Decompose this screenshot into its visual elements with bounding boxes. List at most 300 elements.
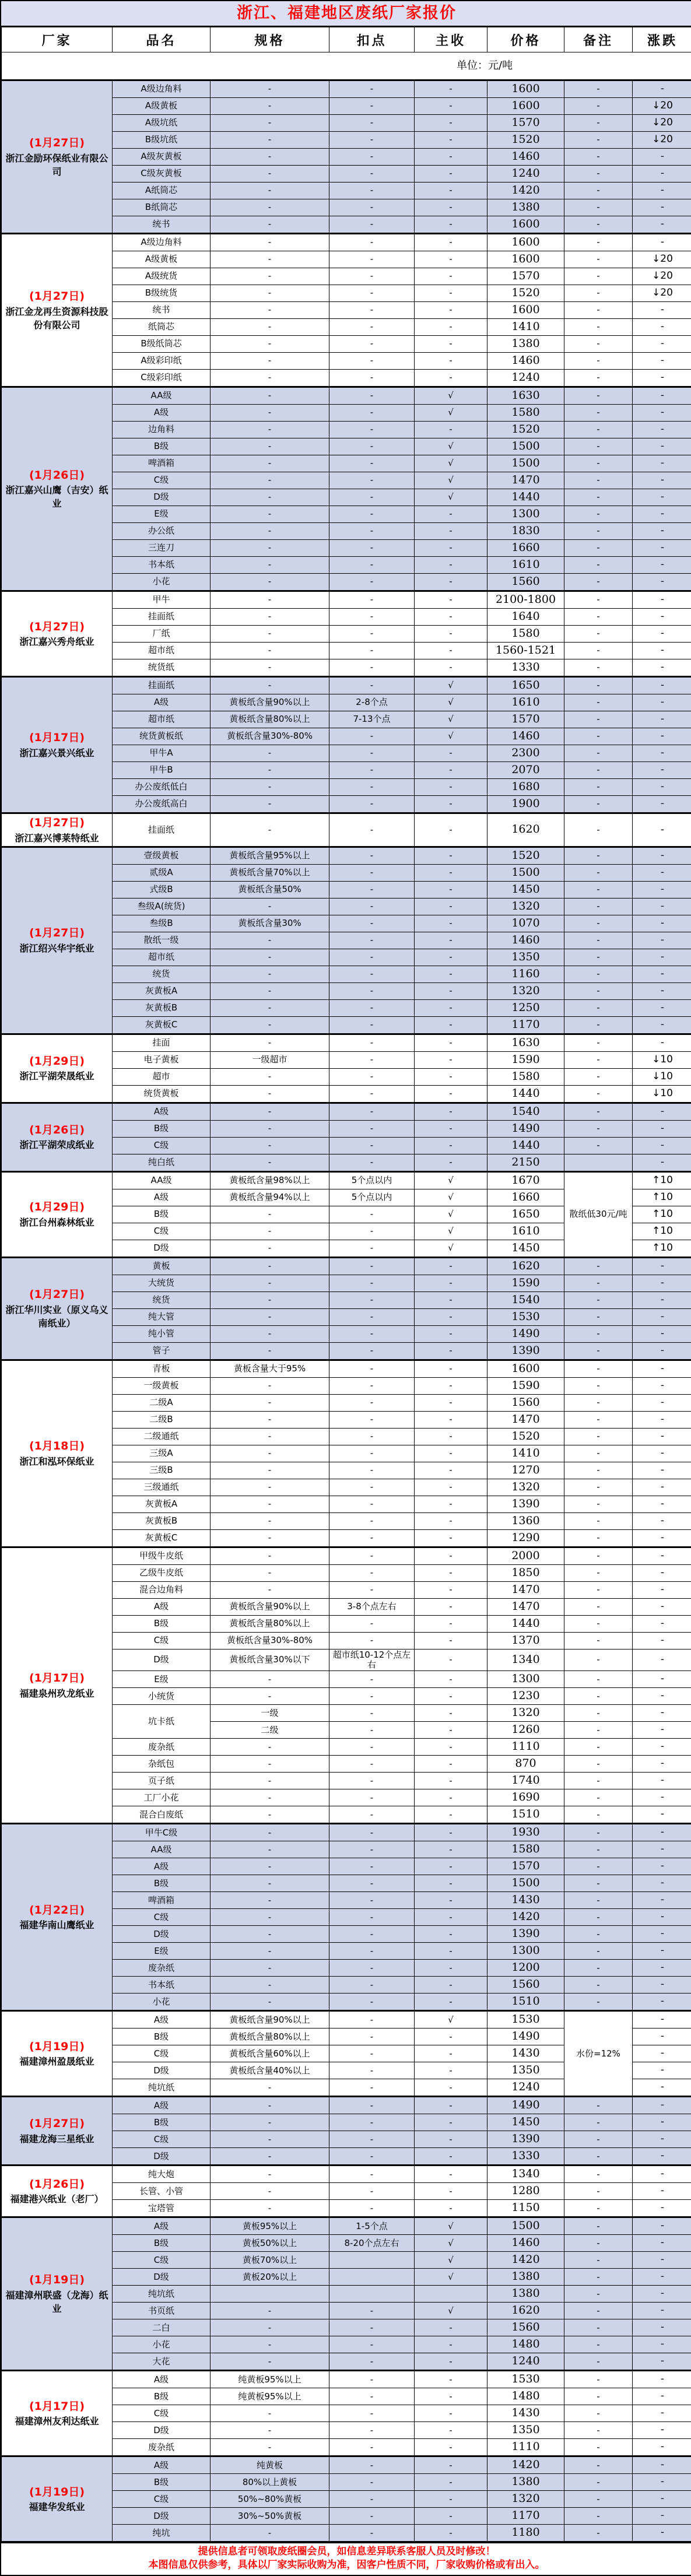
main-collect-cell: - [415, 1841, 487, 1858]
main-collect-cell: - [415, 1943, 487, 1960]
change-cell: - [633, 1960, 691, 1977]
note-cell: - [564, 489, 633, 506]
spec-cell: - [211, 422, 329, 438]
spec-cell: - [211, 1926, 329, 1943]
note-cell [564, 1154, 633, 1171]
spec-cell: - [211, 319, 329, 336]
unit-note: 单位：元/吨 [2, 52, 691, 80]
main-collect-cell: √ [415, 1171, 487, 1189]
product-cell: B级统货 [113, 285, 211, 302]
change-cell: - [633, 370, 691, 387]
price-cell: 1690 [487, 1789, 564, 1806]
factory-date: (1月27日) [4, 135, 110, 152]
deduction-cell: - [329, 1632, 415, 1649]
note-cell: - [564, 1824, 633, 1841]
product-cell: 二级通纸 [113, 1428, 211, 1445]
main-collect-cell: - [415, 1824, 487, 1841]
deduction-cell: - [329, 966, 415, 982]
main-collect-cell: - [415, 1773, 487, 1789]
note-cell: 水份=12% [564, 2011, 633, 2097]
deduction-cell: - [329, 1360, 415, 1377]
deduction-cell: - [329, 80, 415, 98]
factory-date: (1月26日) [4, 468, 110, 484]
deduction-cell: - [329, 1926, 415, 1943]
deduction-cell: - [329, 1875, 415, 1892]
main-collect-cell: - [415, 1103, 487, 1120]
change-cell: - [633, 1841, 691, 1858]
spec-cell: - [211, 557, 329, 574]
main-collect-cell: - [415, 1649, 487, 1671]
price-cell: 1520 [487, 285, 564, 302]
deduction-cell: - [329, 1257, 415, 1275]
change-cell: - [633, 864, 691, 881]
price-cell: 1600 [487, 302, 564, 319]
factory-date: (1月27日) [4, 815, 110, 831]
spec-cell: - [211, 2097, 329, 2114]
main-collect-cell: √ [415, 387, 487, 405]
factory-date: (1月22日) [4, 1903, 110, 1919]
change-cell: - [633, 1360, 691, 1377]
price-cell: 1380 [487, 2474, 564, 2491]
change-cell: - [633, 1529, 691, 1547]
price-cell: 1390 [487, 2131, 564, 2148]
factory-name: 福建龙海三星纸业 [4, 2132, 110, 2146]
factory-date: (1月27日) [4, 289, 110, 305]
main-collect-cell: - [415, 353, 487, 370]
change-cell: - [633, 2439, 691, 2456]
price-cell: 1520 [487, 847, 564, 864]
deduction-cell: - [329, 1858, 415, 1875]
change-cell: - [633, 1892, 691, 1909]
product-cell: 书本纸 [113, 1977, 211, 1994]
main-collect-cell: - [415, 2491, 487, 2508]
note-cell: - [564, 540, 633, 557]
note-cell: - [564, 864, 633, 881]
change-cell: - [633, 1909, 691, 1926]
change-cell: - [633, 1926, 691, 1943]
change-cell: ↓20 [633, 268, 691, 285]
factory-date: (1月17日) [4, 730, 110, 746]
price-cell: 1600 [487, 251, 564, 268]
main-collect-cell: √ [415, 472, 487, 489]
deduction-cell: - [329, 1671, 415, 1688]
deduction-cell: - [329, 455, 415, 472]
product-cell: C级彩印纸 [113, 370, 211, 387]
price-cell: 1170 [487, 1016, 564, 1034]
price-cell: 1600 [487, 80, 564, 98]
factory-cell [2, 234, 113, 387]
factory-date: (1月18日) [4, 1438, 110, 1455]
product-cell: A级统货 [113, 268, 211, 285]
deduction-cell: - [329, 898, 415, 915]
deduction-cell: - [329, 999, 415, 1016]
factory-name: 浙江嘉兴博莱特纸业 [4, 831, 110, 845]
price-cell: 1420 [487, 2456, 564, 2474]
spec-cell: 一级 [211, 1705, 329, 1722]
deduction-cell: - [329, 2011, 415, 2028]
product-cell: D级 [113, 2269, 211, 2286]
change-cell: - [633, 2252, 691, 2269]
change-cell: - [633, 2079, 691, 2097]
main-collect-cell: - [415, 659, 487, 677]
deduction-cell: - [329, 387, 415, 405]
price-cell: 1520 [487, 1428, 564, 1445]
main-collect-cell: - [415, 1462, 487, 1479]
product-cell: B级 [113, 2114, 211, 2131]
factory-cell [2, 1034, 113, 1103]
note-cell: - [564, 999, 633, 1016]
change-cell: - [633, 2353, 691, 2371]
main-collect-cell: - [415, 1445, 487, 1462]
main-collect-cell: - [415, 132, 487, 149]
deduction-cell: - [329, 370, 415, 387]
spec-cell: - [211, 1773, 329, 1789]
change-cell: - [633, 422, 691, 438]
deduction-cell: - [329, 2183, 415, 2200]
note-cell: - [564, 915, 633, 932]
price-cell: 1300 [487, 506, 564, 523]
change-cell: - [633, 1377, 691, 1394]
main-collect-cell: - [415, 336, 487, 353]
change-cell: - [633, 234, 691, 251]
price-cell: 1440 [487, 1085, 564, 1103]
note-cell: - [564, 1479, 633, 1496]
factory-cell [2, 1171, 113, 1257]
price-cell: 1430 [487, 2045, 564, 2062]
change-cell: - [633, 711, 691, 728]
spec-cell: - [211, 1789, 329, 1806]
note-cell: - [564, 1994, 633, 2011]
deduction-cell: - [329, 1103, 415, 1120]
price-cell: 1600 [487, 216, 564, 234]
note-cell: - [564, 2217, 633, 2235]
note-cell: - [564, 1120, 633, 1137]
price-cell: 1290 [487, 1529, 564, 1547]
price-cell: 1380 [487, 199, 564, 216]
price-cell: 1530 [487, 2371, 564, 2388]
change-cell: - [633, 1564, 691, 1581]
price-cell: 1070 [487, 915, 564, 932]
main-collect-cell: - [415, 2353, 487, 2371]
change-cell: - [633, 183, 691, 199]
main-collect-cell: - [415, 285, 487, 302]
price-cell: 1460 [487, 149, 564, 166]
change-cell: - [633, 1394, 691, 1411]
spec-cell: - [211, 1688, 329, 1705]
price-cell: 1580 [487, 1068, 564, 1085]
main-collect-cell: - [415, 2388, 487, 2405]
product-cell: B纸筒芯 [113, 199, 211, 216]
change-cell: - [633, 1479, 691, 1496]
change-cell: - [633, 881, 691, 898]
deduction-cell: - [329, 813, 415, 847]
spec-cell: - [211, 1512, 329, 1529]
spec-cell: - [211, 540, 329, 557]
note-cell: - [564, 2303, 633, 2319]
spec-cell: 黄板纸含量40%以上 [211, 2062, 329, 2079]
deduction-cell: - [329, 132, 415, 149]
deduction-cell: - [329, 234, 415, 251]
deduction-cell: - [329, 557, 415, 574]
change-cell: - [633, 1824, 691, 1841]
product-cell: 小花 [113, 574, 211, 591]
note-cell: - [564, 1806, 633, 1824]
change-cell: - [633, 1120, 691, 1137]
spec-cell: - [211, 1960, 329, 1977]
spec-cell: 黄板纸含量30%-80% [211, 728, 329, 745]
note-cell: - [564, 216, 633, 234]
factory-name: 浙江嘉兴景兴纸业 [4, 746, 110, 760]
product-cell: B级 [113, 2235, 211, 2252]
factory-date: (1月27日) [4, 1287, 110, 1303]
price-cell: 1500 [487, 455, 564, 472]
price-cell: 1390 [487, 1496, 564, 1512]
factory-date: (1月19日) [4, 2272, 110, 2289]
note-cell: - [564, 881, 633, 898]
note-cell: - [564, 643, 633, 659]
column-header: 扣点 [329, 27, 415, 52]
note-cell: - [564, 2183, 633, 2200]
deduction-cell: - [329, 1824, 415, 1841]
product-cell: 统货纸 [113, 659, 211, 677]
price-cell: 1610 [487, 557, 564, 574]
product-cell: B级 [113, 2388, 211, 2405]
main-collect-cell: - [415, 2097, 487, 2114]
spec-cell: - [211, 1824, 329, 1841]
spec-cell: - [211, 506, 329, 523]
spec-cell: 黄板50%以上 [211, 2235, 329, 2252]
spec-cell: - [211, 251, 329, 268]
price-cell: 1330 [487, 659, 564, 677]
product-cell: 乙级牛皮纸 [113, 1564, 211, 1581]
note-cell: - [564, 2166, 633, 2183]
spec-cell: - [211, 1137, 329, 1154]
main-collect-cell: - [415, 982, 487, 999]
note-cell: - [564, 982, 633, 999]
spec-cell: - [211, 1428, 329, 1445]
product-cell: C级 [113, 1223, 211, 1240]
price-cell: 1570 [487, 115, 564, 132]
product-cell: 小统货 [113, 1688, 211, 1705]
note-cell: - [564, 2319, 633, 2336]
table-row [2, 387, 691, 405]
deduction-cell: - [329, 268, 415, 285]
main-collect-cell: - [415, 1892, 487, 1909]
price-cell: 1620 [487, 813, 564, 847]
price-cell: 1930 [487, 1824, 564, 1841]
note-cell: - [564, 2405, 633, 2422]
main-collect-cell: - [415, 1598, 487, 1615]
spec-cell: - [211, 1240, 329, 1257]
main-collect-cell: - [415, 2439, 487, 2456]
price-cell: 1300 [487, 1943, 564, 1960]
change-cell: ↓20 [633, 98, 691, 115]
price-cell: 1320 [487, 2491, 564, 2508]
spec-cell: - [211, 115, 329, 132]
spec-cell: 纯黄板95%以上 [211, 2371, 329, 2388]
main-collect-cell: - [415, 115, 487, 132]
note-cell: - [564, 1841, 633, 1858]
price-cell: 1660 [487, 1189, 564, 1206]
note-cell: - [564, 1649, 633, 1671]
change-cell: - [633, 999, 691, 1016]
spec-cell: - [211, 472, 329, 489]
main-collect-cell: - [415, 1394, 487, 1411]
change-cell: - [633, 455, 691, 472]
deduction-cell: - [329, 251, 415, 268]
main-collect-cell: - [415, 98, 487, 115]
product-cell: D级 [113, 1240, 211, 1257]
main-collect-cell: - [415, 2474, 487, 2491]
main-collect-cell: - [415, 1909, 487, 1926]
note-cell: - [564, 609, 633, 626]
main-collect-cell: √ [415, 2011, 487, 2028]
main-collect-cell: - [415, 80, 487, 98]
note-cell: - [564, 2336, 633, 2353]
deduction-cell: - [329, 1705, 415, 1722]
product-cell: 统书 [113, 302, 211, 319]
factory-name: 浙江嘉兴山鹰（吉安）纸业 [4, 483, 110, 510]
price-cell: 1250 [487, 999, 564, 1016]
note-cell: - [564, 405, 633, 422]
note-cell: - [564, 591, 633, 609]
main-collect-cell: - [415, 1325, 487, 1342]
change-cell: - [633, 2371, 691, 2388]
product-cell: 挂面 [113, 1034, 211, 1051]
main-collect-cell: - [415, 745, 487, 762]
deduction-cell: - [329, 1462, 415, 1479]
note-cell: - [564, 762, 633, 779]
note-cell: - [564, 1068, 633, 1085]
price-cell: 1630 [487, 387, 564, 405]
price-cell: 1680 [487, 779, 564, 796]
price-cell: 1350 [487, 2062, 564, 2079]
main-collect-cell: - [415, 864, 487, 881]
price-cell: 1450 [487, 1240, 564, 1257]
spec-cell: 黄板纸含量80%以上 [211, 711, 329, 728]
note-cell: 散纸低30元/吨 [564, 1171, 633, 1257]
note-cell: - [564, 847, 633, 864]
note-cell: - [564, 422, 633, 438]
spec-cell: - [211, 1377, 329, 1394]
deduction-cell: - [329, 591, 415, 609]
deduction-cell: - [329, 1756, 415, 1773]
price-cell: 1460 [487, 728, 564, 745]
product-cell: 超市 [113, 1068, 211, 1085]
product-cell: A级 [113, 1598, 211, 1615]
price-cell: 1260 [487, 1722, 564, 1739]
price-cell: 1590 [487, 1275, 564, 1291]
main-collect-cell: - [415, 1051, 487, 1068]
price-cell: 2150 [487, 1154, 564, 1171]
spec-cell: - [211, 1120, 329, 1137]
change-cell: - [633, 2319, 691, 2336]
main-collect-cell: √ [415, 2217, 487, 2235]
factory-name: 浙江和泓环保纸业 [4, 1455, 110, 1468]
deduction-cell: - [329, 1428, 415, 1445]
deduction-cell: - [329, 2045, 415, 2062]
note-cell: - [564, 2114, 633, 2131]
main-collect-cell: - [415, 523, 487, 540]
main-collect-cell: - [415, 1688, 487, 1705]
note-cell: - [564, 659, 633, 677]
product-cell: 黄板 [113, 1257, 211, 1275]
main-collect-cell: - [415, 762, 487, 779]
product-cell: AA级 [113, 387, 211, 405]
note-cell: - [564, 2235, 633, 2252]
change-cell: - [633, 2336, 691, 2353]
deduction-cell: - [329, 915, 415, 932]
note-cell: - [564, 1308, 633, 1325]
product-cell: C级 [113, 472, 211, 489]
main-collect-cell: - [415, 949, 487, 966]
change-cell: - [633, 2491, 691, 2508]
main-collect-cell: - [415, 2371, 487, 2388]
product-cell: 坑卡纸 [113, 1705, 211, 1739]
product-cell: A级黄板 [113, 98, 211, 115]
note-cell: - [564, 166, 633, 183]
main-collect-cell: - [415, 2508, 487, 2525]
deduction-cell: - [329, 626, 415, 643]
deduction-cell: - [329, 2079, 415, 2097]
price-cell: 1580 [487, 626, 564, 643]
main-collect-cell: √ [415, 677, 487, 694]
table-row [2, 2371, 691, 2388]
note-cell: - [564, 779, 633, 796]
note-cell: - [564, 2525, 633, 2542]
main-collect-cell: - [415, 1705, 487, 1722]
deduction-cell: - [329, 609, 415, 626]
change-cell: ↑10 [633, 1189, 691, 1206]
main-collect-cell: - [415, 1411, 487, 1428]
note-cell: - [564, 1960, 633, 1977]
spec-cell: 黄板纸含量95%以上 [211, 847, 329, 864]
spec-cell: - [211, 932, 329, 949]
deduction-cell: - [329, 2303, 415, 2319]
product-cell: 办公纸 [113, 523, 211, 540]
spec-cell: 黄板95%以上 [211, 2217, 329, 2235]
price-cell: 1460 [487, 2235, 564, 2252]
product-cell: 废杂纸 [113, 1739, 211, 1756]
column-header: 涨跌 [633, 27, 691, 52]
product-cell: 灰黄板B [113, 999, 211, 1016]
note-cell: - [564, 949, 633, 966]
change-cell: - [633, 966, 691, 982]
table-row [2, 1171, 691, 1189]
main-collect-cell: - [415, 2319, 487, 2336]
factory-name: 浙江绍兴华宇纸业 [4, 942, 110, 955]
main-collect-cell: - [415, 1926, 487, 1943]
note-cell: - [564, 694, 633, 711]
spec-cell: - [211, 2200, 329, 2217]
spec-cell: - [211, 183, 329, 199]
product-cell: C级 [113, 1909, 211, 1926]
product-cell: D级 [113, 489, 211, 506]
price-cell: 1440 [487, 1615, 564, 1632]
price-cell: 1590 [487, 1377, 564, 1394]
note-cell: - [564, 1529, 633, 1547]
table-row [2, 80, 691, 98]
spec-cell: - [211, 1756, 329, 1773]
spec-cell: 一级超市 [211, 1051, 329, 1068]
change-cell: - [633, 2131, 691, 2148]
deduction-cell: - [329, 149, 415, 166]
main-collect-cell: - [415, 1960, 487, 1977]
deduction-cell: - [329, 166, 415, 183]
note-cell: - [564, 1291, 633, 1308]
price-cell: 1460 [487, 932, 564, 949]
change-cell: - [633, 2508, 691, 2525]
